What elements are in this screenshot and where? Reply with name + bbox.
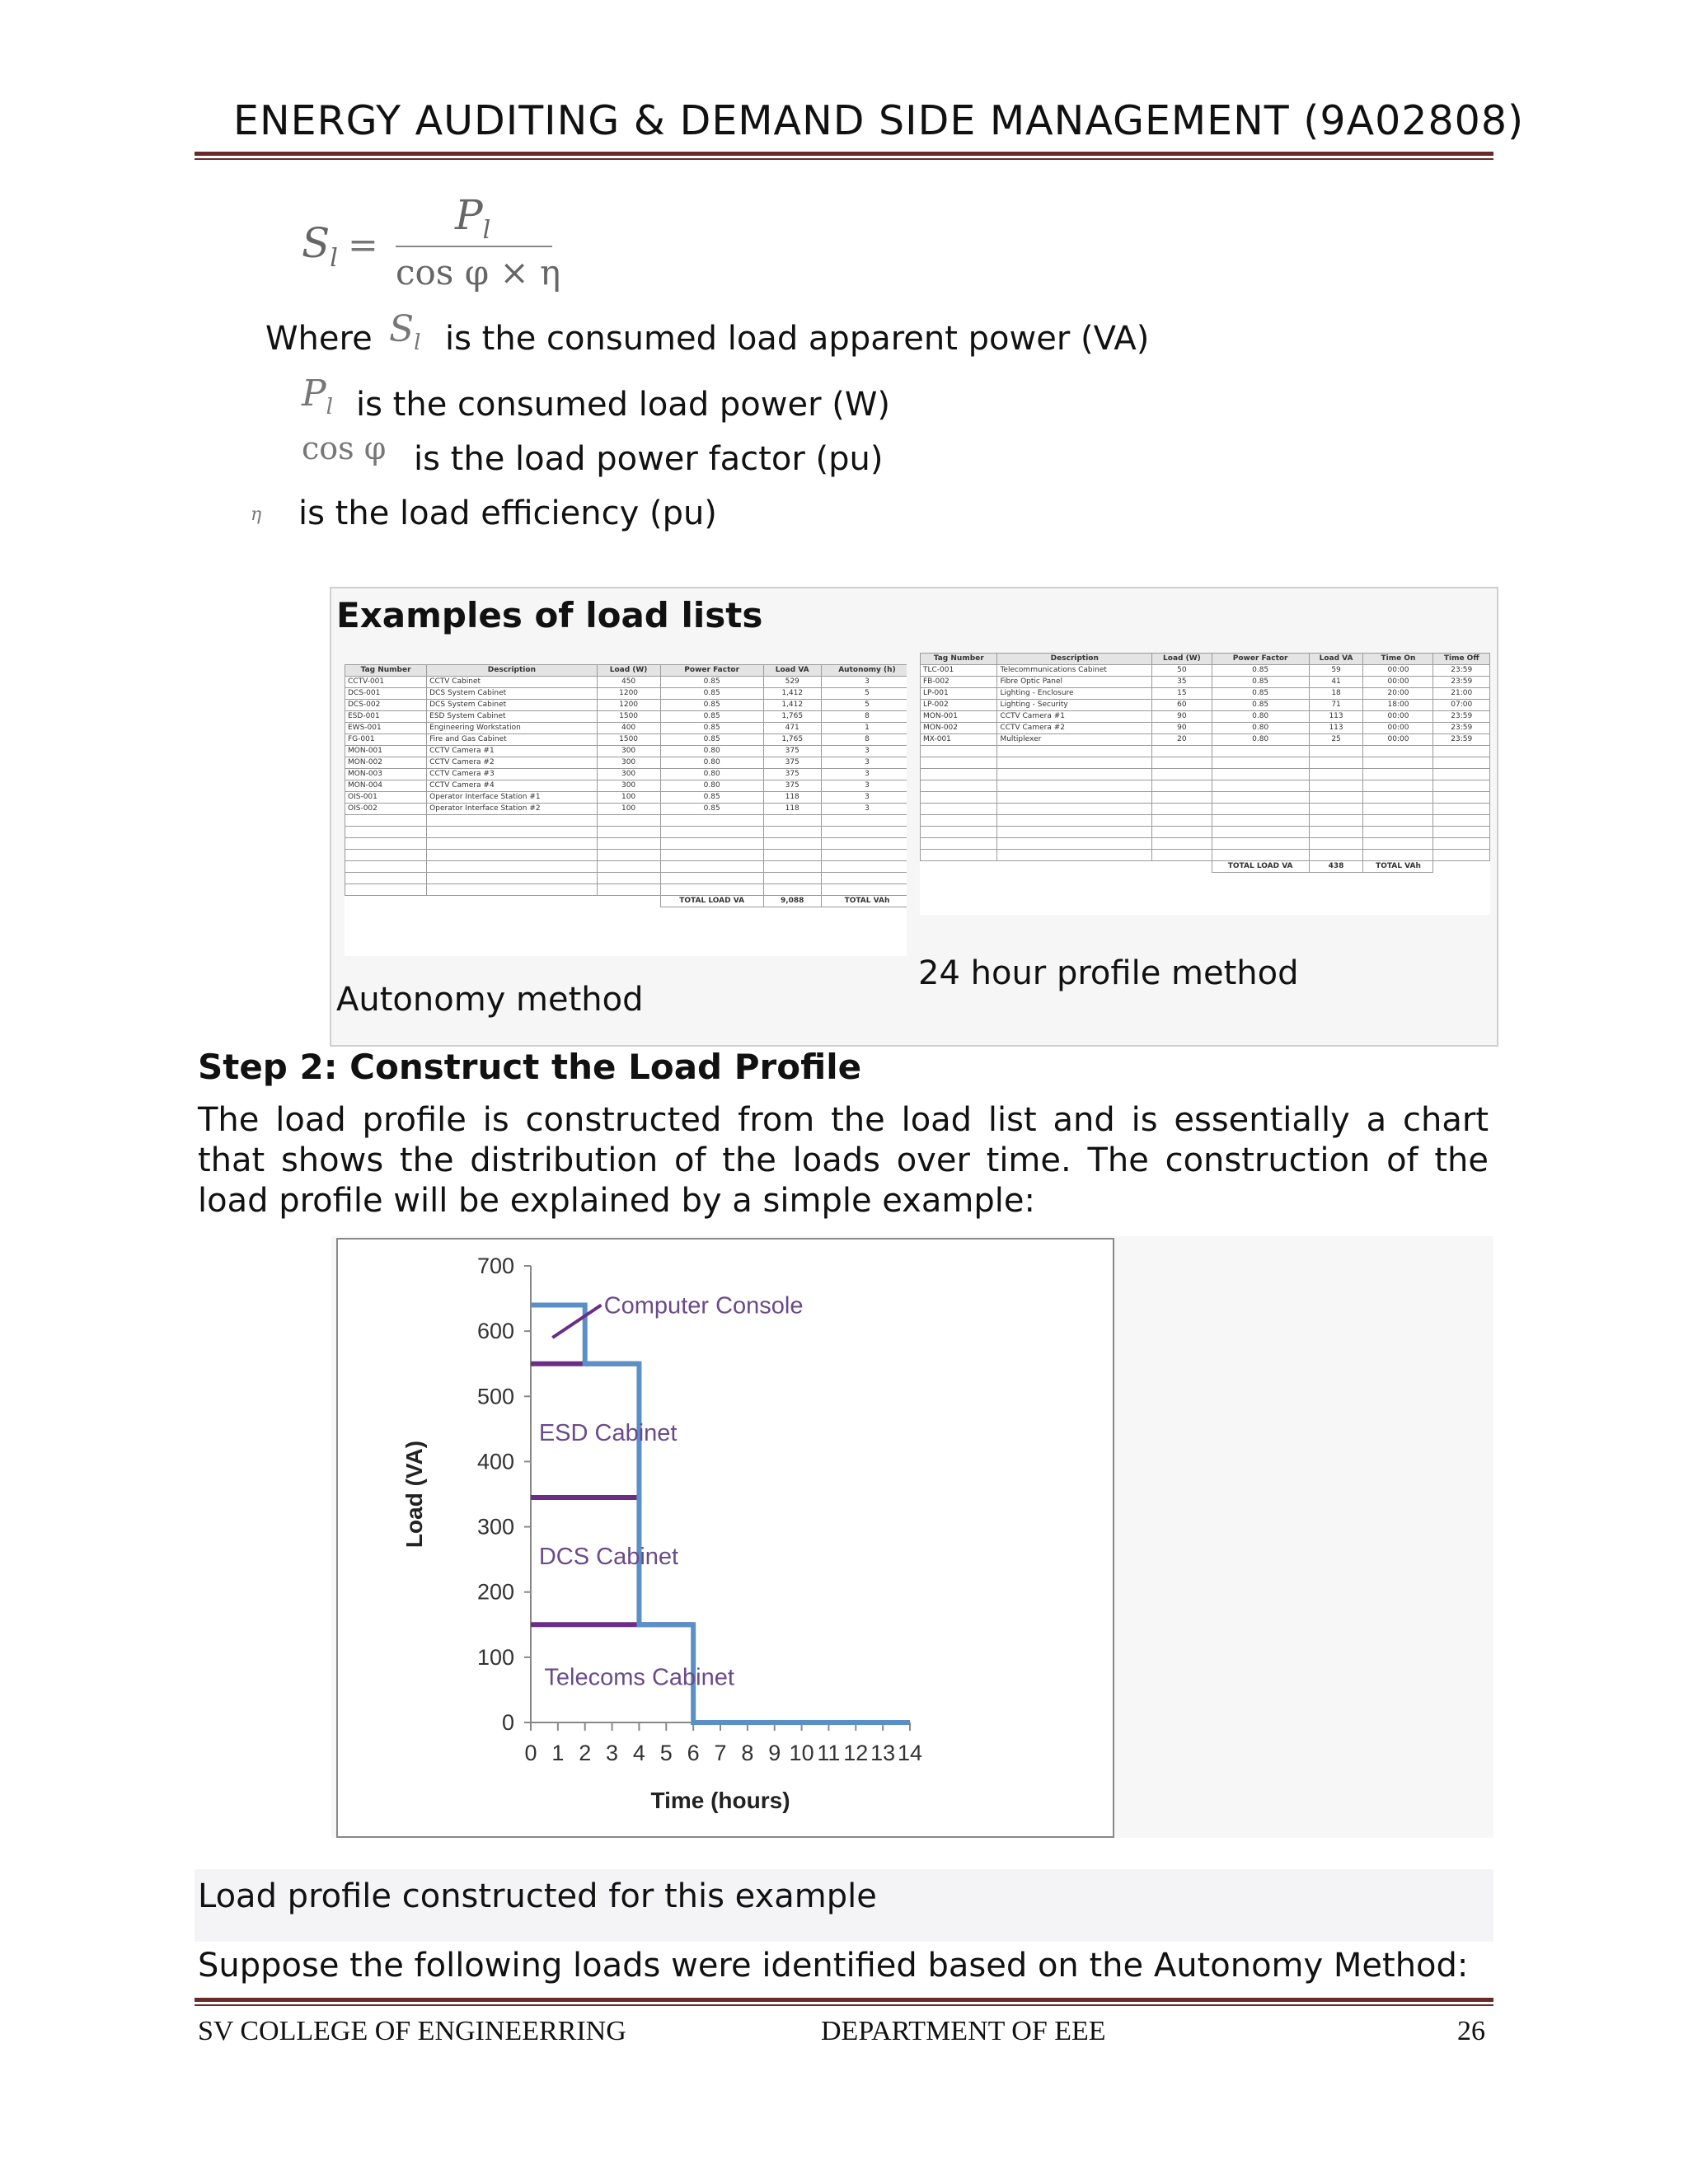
profile24-header-cell: Time Off (1433, 654, 1490, 665)
profile24-header-row (921, 654, 1490, 665)
x-tick-label: 5 (659, 1741, 673, 1765)
table-cell: 8 (821, 734, 907, 746)
empty-table-row (921, 780, 1490, 792)
table-cell: 1,765 (763, 734, 821, 746)
apparent-power-formula (298, 191, 562, 298)
table-cell: 41 (1309, 677, 1363, 688)
y-tick-label: 200 (476, 1579, 514, 1605)
header-rule-thin (195, 158, 1493, 160)
table-cell: 59 (1309, 665, 1363, 677)
totals-cell: TOTAL VAh (821, 896, 907, 907)
chart-annotation: ESD Cabinet (538, 1419, 678, 1446)
table-cell: 450 (597, 677, 660, 688)
autonomy-header-row (345, 665, 907, 677)
table-cell: 375 (763, 757, 821, 769)
table-row (345, 677, 907, 688)
table-cell: Lighting - Enclosure (997, 688, 1152, 700)
totals-cell: TOTAL VAh (1363, 861, 1433, 873)
y-tick-label: 400 (476, 1449, 514, 1474)
cos-phi-definition: is the load power factor (pu) (414, 440, 884, 478)
step2-paragraph: The load profile is constructed from the load list and is essentially a chart that shows the distribution of the loads over time. The construction of the load profile will be explained by a simple example: (198, 1101, 1489, 1220)
table-cell: 23:59 (1433, 734, 1490, 746)
autonomy-header-cell: Autonomy (h) (821, 665, 907, 677)
table-cell: MON-001 (921, 711, 997, 723)
page-header-title: ENERGY AUDITING & DEMAND SIDE MANAGEMENT (9A02808) (233, 97, 1525, 144)
eta-definition: is the load efficiency (pu) (298, 494, 717, 532)
formula-fraction-bar (396, 246, 552, 247)
header-rule (195, 152, 1493, 156)
table-cell: 3 (821, 746, 907, 757)
table-cell: 0.80 (1212, 711, 1309, 723)
table-cell: CCTV Camera #4 (427, 780, 597, 792)
autonomy-header-cell: Power Factor (660, 665, 763, 677)
empty-table-row (345, 873, 907, 884)
table-row (345, 769, 907, 780)
profile24-caption: 24 hour profile method (918, 954, 1299, 992)
table-cell: CCTV Camera #3 (427, 769, 597, 780)
table-cell: Fire and Gas Cabinet (427, 734, 597, 746)
where-label: Where (265, 320, 373, 358)
table-row (921, 688, 1490, 700)
x-tick-label: 0 (524, 1741, 537, 1765)
table-cell: CCTV Camera #2 (427, 757, 597, 769)
table-cell: Engineering Workstation (427, 723, 597, 734)
table-row (345, 723, 907, 734)
chart-annotation: DCS Cabinet (538, 1544, 679, 1571)
chart-annotation: Telecoms Cabinet (544, 1664, 734, 1691)
table-cell: 15 (1152, 688, 1212, 700)
table-cell: 0.85 (660, 723, 763, 734)
table-cell: 0.85 (1212, 677, 1309, 688)
table-cell: OIS-002 (345, 804, 427, 815)
table-row (921, 700, 1490, 711)
table-cell: 0.85 (1212, 688, 1309, 700)
table-cell: 00:00 (1363, 711, 1433, 723)
table-row (921, 677, 1490, 688)
table-cell: 3 (821, 804, 907, 815)
table-cell: LP-002 (921, 700, 997, 711)
table-cell: 100 (597, 792, 660, 804)
empty-table-row (921, 850, 1490, 861)
table-cell: 1 (821, 723, 907, 734)
table-cell: 00:00 (1363, 734, 1433, 746)
x-tick-label: 2 (579, 1741, 592, 1765)
totals-cell: 9,088 (763, 896, 821, 907)
table-cell: LP-001 (921, 688, 997, 700)
footer-department: DEPARTMENT OF EEE (821, 2016, 1106, 2046)
table-cell: DCS-001 (345, 688, 427, 700)
x-tick-label: 1 (551, 1741, 565, 1765)
table-cell: CCTV-001 (345, 677, 427, 688)
table-cell: 0.80 (660, 757, 763, 769)
table-cell: 0.85 (660, 792, 763, 804)
table-cell: MON-002 (345, 757, 427, 769)
footer-college: SV COLLEGE OF ENGINEERRING (198, 2016, 626, 2046)
formula-lhs: $S_l$ (302, 219, 338, 273)
profile24-header-cell: Load (W) (1152, 654, 1212, 665)
table-cell: 1,765 (763, 711, 821, 723)
table-cell: 20 (1152, 734, 1212, 746)
table-cell: 0.85 (660, 700, 763, 711)
pl-symbol: $P_l$ (302, 373, 333, 419)
table-cell: 0.85 (660, 734, 763, 746)
table-cell: 529 (763, 677, 821, 688)
table-cell: DCS-002 (345, 700, 427, 711)
examples-title: Examples of load lists (336, 595, 763, 635)
x-tick-label: 6 (687, 1741, 700, 1765)
x-tick-label: 11 (817, 1741, 841, 1765)
table-cell: CCTV Camera #2 (997, 723, 1152, 734)
y-axis-title: Load (VA) (401, 1440, 427, 1549)
totals-cell: TOTAL LOAD VA (660, 896, 763, 907)
table-cell: 0.80 (660, 769, 763, 780)
table-cell: 25 (1309, 734, 1363, 746)
table-cell: 18:00 (1363, 700, 1433, 711)
table-cell: 5 (821, 700, 907, 711)
table-cell: 0.85 (660, 804, 763, 815)
table-cell: 0.85 (1212, 665, 1309, 677)
table-row (345, 700, 907, 711)
y-tick-label: 700 (476, 1254, 514, 1278)
table-cell: 5 (821, 688, 907, 700)
table-cell: 21:00 (1433, 688, 1490, 700)
empty-table-row (345, 815, 907, 827)
table-row (345, 734, 907, 746)
table-row (345, 804, 907, 815)
table-cell: Lighting - Security (997, 700, 1152, 711)
autonomy-header-cell: Description (427, 665, 597, 677)
y-tick-label: 300 (476, 1514, 514, 1540)
empty-table-row (921, 757, 1490, 769)
table-cell: 23:59 (1433, 711, 1490, 723)
table-cell: Multiplexer (997, 734, 1152, 746)
x-tick-label: 10 (789, 1741, 814, 1765)
table-cell: 00:00 (1363, 677, 1433, 688)
table-row (345, 688, 907, 700)
footer-rule-thin (195, 2004, 1493, 2006)
table-cell: MON-004 (345, 780, 427, 792)
table-cell: 8 (821, 711, 907, 723)
table-row (921, 734, 1490, 746)
table-cell: 18 (1309, 688, 1363, 700)
table-cell: 300 (597, 746, 660, 757)
table-cell: 3 (821, 780, 907, 792)
empty-table-row (345, 861, 907, 873)
table-cell: Fibre Optic Panel (997, 677, 1152, 688)
table-cell: 1,412 (763, 700, 821, 711)
table-cell: TLC-001 (921, 665, 997, 677)
table-cell: 113 (1309, 723, 1363, 734)
totals-row (921, 861, 1490, 873)
profile24-table (920, 653, 1490, 873)
table-cell: 471 (763, 723, 821, 734)
table-cell: 118 (763, 792, 821, 804)
table-cell: 3 (821, 757, 907, 769)
table-cell: CCTV Camera #1 (997, 711, 1152, 723)
formula-equals: = (348, 224, 378, 266)
sl-definition: is the consumed load apparent power (VA) (445, 320, 1150, 358)
table-row (921, 723, 1490, 734)
table-cell: 3 (821, 769, 907, 780)
y-tick-label: 0 (501, 1710, 514, 1735)
profile24-header-cell: Load VA (1309, 654, 1363, 665)
table-cell: 1200 (597, 700, 660, 711)
table-cell: MON-003 (345, 769, 427, 780)
cos-phi-symbol: cos φ (302, 430, 387, 466)
table-cell: ESD System Cabinet (427, 711, 597, 723)
table-cell: 0.85 (660, 688, 763, 700)
table-row (345, 746, 907, 757)
footer-rule (195, 1998, 1493, 2002)
table-cell: 23:59 (1433, 723, 1490, 734)
closing-sentence: Suppose the following loads were identified based on the Autonomy Method: (198, 1947, 1469, 1985)
table-cell: Operator Interface Station #2 (427, 804, 597, 815)
empty-table-row (345, 884, 907, 896)
empty-table-row (921, 827, 1490, 838)
table-cell: 0.80 (660, 780, 763, 792)
x-axis-title: Time (hours) (650, 1788, 790, 1813)
profile24-header-cell: Power Factor (1212, 654, 1309, 665)
table-cell: 23:59 (1433, 665, 1490, 677)
table-cell: MON-001 (345, 746, 427, 757)
table-cell: FB-002 (921, 677, 997, 688)
table-cell: 0.85 (660, 711, 763, 723)
table-cell: 1200 (597, 688, 660, 700)
table-cell: 300 (597, 780, 660, 792)
table-cell: OIS-001 (345, 792, 427, 804)
table-cell: 20:00 (1363, 688, 1433, 700)
table-cell: Telecommunications Cabinet (997, 665, 1152, 677)
table-row (345, 792, 907, 804)
table-row (921, 665, 1490, 677)
eta-symbol: η (251, 504, 262, 525)
table-cell: MX-001 (921, 734, 997, 746)
totals-cell: 438 (1309, 861, 1363, 873)
chart-annotation: Computer Console (603, 1292, 804, 1319)
table-cell: 300 (597, 769, 660, 780)
table-cell: 00:00 (1363, 723, 1433, 734)
table-cell: 0.85 (660, 677, 763, 688)
empty-table-row (921, 769, 1490, 780)
table-cell: 07:00 (1433, 700, 1490, 711)
x-tick-label: 4 (632, 1741, 645, 1765)
table-cell: 50 (1152, 665, 1212, 677)
table-cell: 0.80 (1212, 734, 1309, 746)
table-cell: 90 (1152, 723, 1212, 734)
table-cell: 0.80 (1212, 723, 1309, 734)
table-cell: 375 (763, 780, 821, 792)
table-cell: 23:59 (1433, 677, 1490, 688)
table-cell: 400 (597, 723, 660, 734)
x-tick-label: 9 (768, 1741, 781, 1765)
y-tick-label: 100 (476, 1644, 514, 1670)
pl-definition: is the consumed load power (W) (356, 386, 891, 424)
empty-table-row (921, 792, 1490, 804)
table-cell: 35 (1152, 677, 1212, 688)
table-cell: 375 (763, 746, 821, 757)
page-number: 26 (1457, 2016, 1485, 2046)
empty-table-row (345, 838, 907, 850)
x-tick-label: 13 (870, 1741, 896, 1765)
table-row (345, 780, 907, 792)
profile24-header-cell: Tag Number (921, 654, 997, 665)
table-cell: 60 (1152, 700, 1212, 711)
profile24-load-table (920, 653, 1490, 915)
table-cell: EWS-001 (345, 723, 427, 734)
autonomy-header-cell: Load VA (763, 665, 821, 677)
profile24-header-cell: Description (997, 654, 1152, 665)
table-cell: 1,412 (763, 688, 821, 700)
empty-table-row (345, 827, 907, 838)
y-tick-label: 500 (476, 1384, 514, 1409)
table-cell: 1500 (597, 711, 660, 723)
x-tick-label: 3 (606, 1741, 619, 1765)
empty-table-row (345, 850, 907, 861)
table-cell: CCTV Camera #1 (427, 746, 597, 757)
x-tick-label: 7 (714, 1741, 727, 1765)
table-row (345, 757, 907, 769)
load-profile-chart (336, 1238, 1114, 1838)
table-cell: 1500 (597, 734, 660, 746)
table-cell: DCS System Cabinet (427, 688, 597, 700)
table-cell: 300 (597, 757, 660, 769)
table-cell: 3 (821, 677, 907, 688)
table-cell: 0.80 (660, 746, 763, 757)
table-cell: 3 (821, 792, 907, 804)
table-cell: 90 (1152, 711, 1212, 723)
table-cell: CCTV Cabinet (427, 677, 597, 688)
autonomy-table (345, 664, 907, 907)
table-cell: DCS System Cabinet (427, 700, 597, 711)
table-cell: 0.85 (1212, 700, 1309, 711)
autonomy-header-cell: Tag Number (345, 665, 427, 677)
table-cell: 100 (597, 804, 660, 815)
table-cell: ESD-001 (345, 711, 427, 723)
autonomy-caption: Autonomy method (336, 981, 644, 1019)
empty-table-row (921, 815, 1490, 827)
formula-numerator: $P_l$ (455, 191, 491, 245)
table-cell: Operator Interface Station #1 (427, 792, 597, 804)
x-tick-label: 8 (741, 1741, 754, 1765)
step2-heading: Step 2: Construct the Load Profile (198, 1047, 862, 1087)
empty-table-row (921, 746, 1490, 757)
empty-table-row (921, 838, 1490, 850)
x-tick-label: 14 (897, 1741, 923, 1765)
table-cell: 00:00 (1363, 665, 1433, 677)
table-cell: 375 (763, 769, 821, 780)
formula-denominator: cos φ × η (396, 252, 561, 293)
empty-table-row (921, 804, 1490, 815)
table-cell: 113 (1309, 711, 1363, 723)
profile24-header-cell: Time On (1363, 654, 1433, 665)
chart-caption: Load profile constructed for this example (198, 1877, 877, 1915)
autonomy-load-table (345, 664, 907, 956)
totals-cell: TOTAL LOAD VA (1212, 861, 1309, 873)
autonomy-header-cell: Load (W) (597, 665, 660, 677)
y-tick-label: 600 (476, 1319, 514, 1344)
totals-row (345, 896, 907, 907)
table-cell: 71 (1309, 700, 1363, 711)
x-tick-label: 12 (843, 1741, 869, 1765)
table-row (345, 711, 907, 723)
table-cell: MON-002 (921, 723, 997, 734)
table-cell: 118 (763, 804, 821, 815)
table-row (921, 711, 1490, 723)
table-cell: FG-001 (345, 734, 427, 746)
sl-symbol: $S_l$ (389, 308, 421, 355)
